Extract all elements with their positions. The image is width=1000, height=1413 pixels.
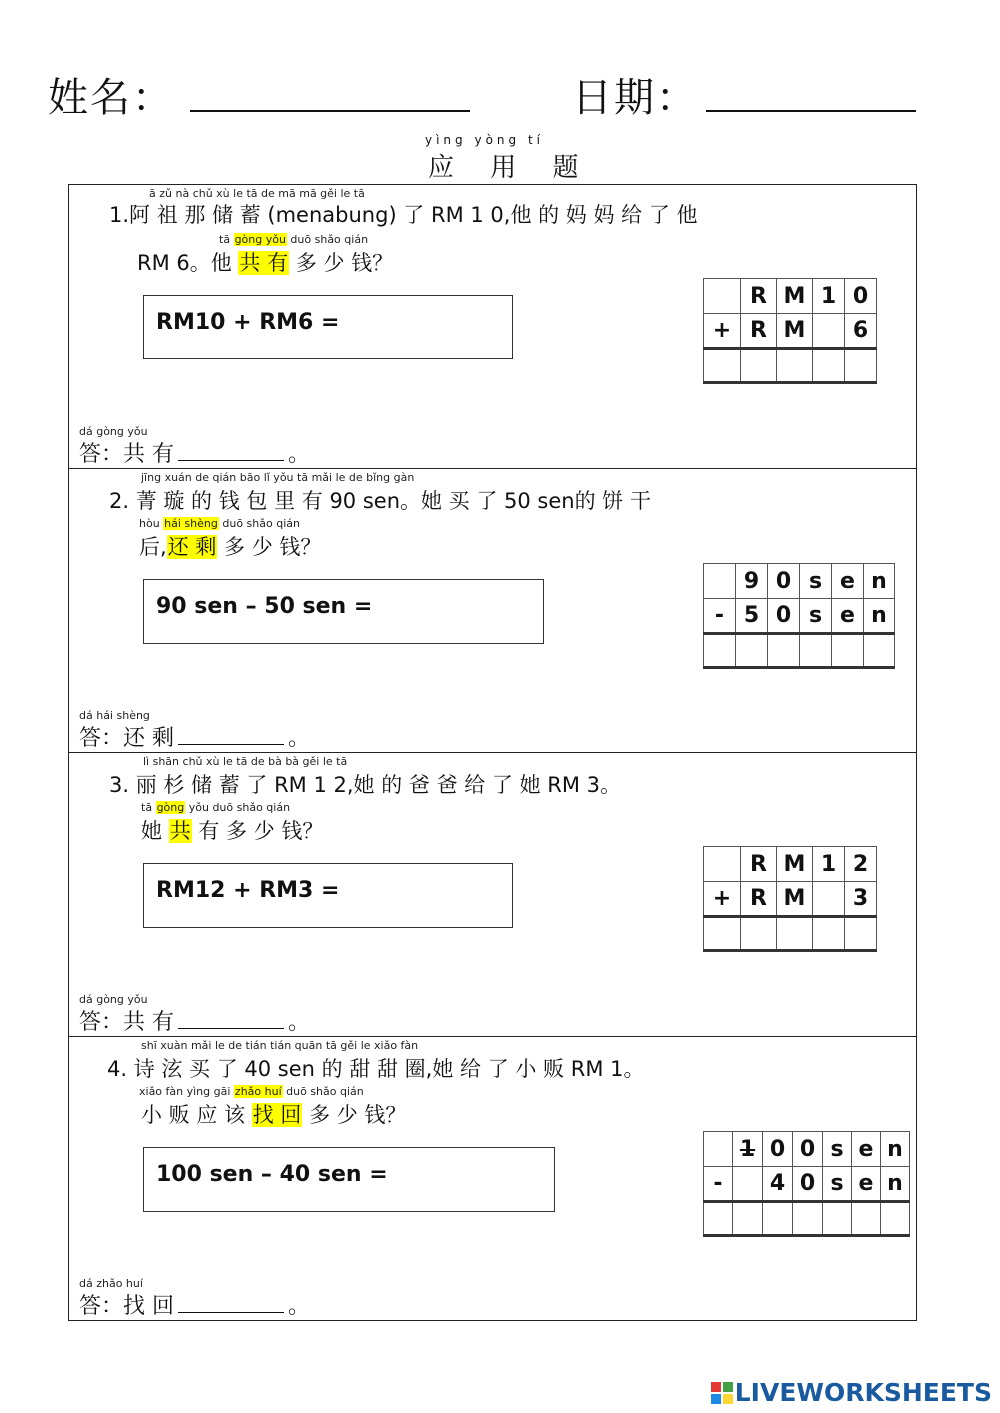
q3-cell (813, 882, 845, 917)
q4-cell-crossed: 1 (733, 1132, 763, 1167)
q2-cell: s (800, 564, 832, 599)
q1-cell: 0 (845, 279, 877, 314)
q3-cell: 2 (845, 847, 877, 882)
q2-answer-cell[interactable] (736, 634, 768, 668)
q1-line2-pinyin: tā gòng yǒu duō shǎo qián (219, 233, 369, 246)
q2-cell: - (704, 599, 736, 634)
q4-answer-cell[interactable] (763, 1202, 793, 1236)
q4-cell: n (881, 1167, 910, 1202)
date-input-line[interactable] (706, 110, 916, 112)
q1-line1: 1.阿 祖 那 储 蓄 (menabung) 了 RM 1 0,他 的 妈 妈 给 了 他 (109, 203, 698, 227)
q2-line1-pinyin: jīng xuán de qián bāo lǐ yǒu tā mǎi le de bǐng gàn (141, 471, 415, 484)
q1-cell: M (777, 314, 813, 349)
liveworksheets-logo (711, 1378, 992, 1407)
q1-keyword: 共 有 (239, 251, 289, 275)
q4-answer-cell[interactable] (823, 1202, 852, 1236)
q2-answer-cell[interactable] (832, 634, 864, 668)
q4-cell (704, 1132, 733, 1167)
q1-answer-cell[interactable] (845, 349, 877, 383)
q2-answer-cell[interactable] (704, 634, 736, 668)
title-pinyin: yìng yòng tí (425, 133, 544, 147)
q2-answer-cell[interactable] (800, 634, 832, 668)
q4-answer-cell[interactable] (793, 1202, 823, 1236)
q3-column-grid (703, 846, 877, 952)
q4-answer-blank[interactable] (178, 1294, 284, 1313)
q4-cell: 0 (793, 1132, 823, 1167)
question-4-box (68, 1036, 917, 1321)
q2-answer-blank[interactable] (178, 726, 284, 745)
q3-cell: R (741, 882, 777, 917)
q1-column-grid (703, 278, 877, 384)
q4-answer-pinyin: dá zhǎo huí (79, 1277, 143, 1290)
q4-cell (733, 1167, 763, 1202)
q1-answer-line: 答：共 有 。 (79, 442, 311, 467)
q1-line1-pinyin: ā zǔ nà chǔ xù le tā de mā mā gěi le tā (149, 187, 365, 200)
q2-cell: e (832, 599, 864, 634)
q2-answer-pinyin: dá hái shèng (79, 709, 150, 722)
q2-column-grid (703, 563, 895, 669)
q2-cell: 0 (768, 564, 800, 599)
q3-keyword: 共 (169, 819, 191, 843)
q1-cell (813, 314, 845, 349)
question-3-box (68, 752, 917, 1037)
q3-line1: 3. 丽 杉 储 蓄 了 RM 1 2,她 的 爸 爸 给 了 她 RM 3。 (109, 773, 622, 797)
q2-cell: 0 (768, 599, 800, 634)
name-input-line[interactable] (190, 110, 470, 112)
q1-cell: R (741, 279, 777, 314)
q1-answer-blank[interactable] (178, 442, 284, 461)
q3-answer-cell[interactable] (777, 917, 813, 951)
q3-answer-line: 答：共 有 。 (79, 1010, 311, 1035)
q3-cell: 3 (845, 882, 877, 917)
q1-equation-box[interactable] (143, 295, 513, 359)
q4-cell: 0 (763, 1132, 793, 1167)
q4-line1-pinyin: shī xuàn mǎi le de tián tián quān tā gěi le xiǎo fàn (141, 1039, 419, 1052)
q4-cell: e (852, 1167, 881, 1202)
name-label: 姓名： (48, 75, 174, 121)
q2-line2-pinyin: hòu hái shèng duō shǎo qián (139, 517, 300, 530)
q4-answer-cell[interactable] (733, 1202, 763, 1236)
q4-cell: e (852, 1132, 881, 1167)
q1-cell: 6 (845, 314, 877, 349)
q2-cell: 5 (736, 599, 768, 634)
q3-answer-blank[interactable] (178, 1010, 284, 1029)
q2-cell: n (864, 599, 895, 634)
q1-answer-cell[interactable] (741, 349, 777, 383)
q2-answer-line: 答：还 剩 。 (79, 726, 311, 751)
q1-cell: + (704, 314, 741, 349)
q4-line2: 小 贩 应 该 找 回 多 少 钱？ (141, 1103, 407, 1127)
q3-answer-cell[interactable] (704, 917, 741, 951)
q4-cell: 0 (793, 1167, 823, 1202)
q2-keyword: 还 剩 (167, 535, 217, 559)
q2-cell (704, 564, 736, 599)
q1-answer-cell[interactable] (704, 349, 741, 383)
liveworksheets-logo-icon (711, 1382, 733, 1404)
q3-cell: M (777, 882, 813, 917)
q3-answer-cell[interactable] (813, 917, 845, 951)
question-1-box (68, 184, 917, 469)
q4-cell: s (823, 1132, 852, 1167)
q4-cell: n (881, 1132, 910, 1167)
q3-equation: RM12 + RM3 = (156, 878, 340, 903)
liveworksheets-logo-text: LIVEWORKSHEETS (734, 1378, 992, 1407)
q4-answer-cell[interactable] (852, 1202, 881, 1236)
page-title: 应 用 题 (428, 153, 593, 183)
q4-cell: 4 (763, 1167, 793, 1202)
q3-line2: 她 共 有 多 少 钱？ (141, 819, 324, 843)
q3-answer-pinyin: dá gòng yǒu (79, 993, 148, 1006)
q3-cell: M (777, 847, 813, 882)
q3-line1-pinyin: lì shān chǔ xù le tā de bà bà gěi le tā (143, 755, 348, 768)
q4-cell: - (704, 1167, 733, 1202)
question-2-box (68, 468, 917, 753)
q4-answer-line: 答：找 回 。 (79, 1294, 311, 1319)
q1-answer-pinyin: dá gòng yǒu (79, 425, 148, 438)
q3-cell (704, 847, 741, 882)
q2-equation: 90 sen – 50 sen = (156, 594, 373, 619)
q2-cell: 9 (736, 564, 768, 599)
q2-equation-box[interactable] (143, 579, 544, 644)
q2-cell: s (800, 599, 832, 634)
q4-line1: 4. 诗 泫 买 了 40 sen 的 甜 甜 圈,她 给 了 小 贩 RM 1。 (107, 1057, 645, 1081)
q3-answer-cell[interactable] (741, 917, 777, 951)
q3-answer-cell[interactable] (845, 917, 877, 951)
q3-cell: + (704, 882, 741, 917)
q4-answer-cell[interactable] (881, 1202, 910, 1236)
q4-line2-pinyin: xiǎo fàn yìng gāi zhǎo huí duō shǎo qián (139, 1085, 364, 1098)
q4-equation: 100 sen – 40 sen = (156, 1162, 388, 1187)
q2-answer-cell[interactable] (768, 634, 800, 668)
q3-cell: 1 (813, 847, 845, 882)
q2-answer-cell[interactable] (864, 634, 895, 668)
q1-cell (704, 279, 741, 314)
q1-cell: 1 (813, 279, 845, 314)
q2-line1: 2. 菁 璇 的 钱 包 里 有 90 sen。她 买 了 50 sen的 饼 干 (109, 489, 651, 513)
q1-cell: R (741, 314, 777, 349)
q2-line2: 后,还 剩 多 少 钱？ (139, 535, 322, 559)
q1-line2: RM 6。他 共 有 多 少 钱？ (137, 251, 394, 275)
q4-cell: s (823, 1167, 852, 1202)
q4-column-grid (703, 1131, 910, 1237)
q1-cell: M (777, 279, 813, 314)
date-label: 日期： (572, 75, 698, 121)
q2-cell: e (832, 564, 864, 599)
q4-equation-box[interactable] (143, 1147, 555, 1212)
q1-answer-cell[interactable] (813, 349, 845, 383)
q1-answer-cell[interactable] (777, 349, 813, 383)
q3-line2-pinyin: tā gòng yǒu duō shǎo qián (141, 801, 291, 814)
q4-answer-cell[interactable] (704, 1202, 733, 1236)
q3-cell: R (741, 847, 777, 882)
q1-equation: RM10 + RM6 = (156, 310, 340, 335)
q3-equation-box[interactable] (143, 863, 513, 928)
q4-keyword: 找 回 (252, 1103, 302, 1127)
q2-cell: n (864, 564, 895, 599)
